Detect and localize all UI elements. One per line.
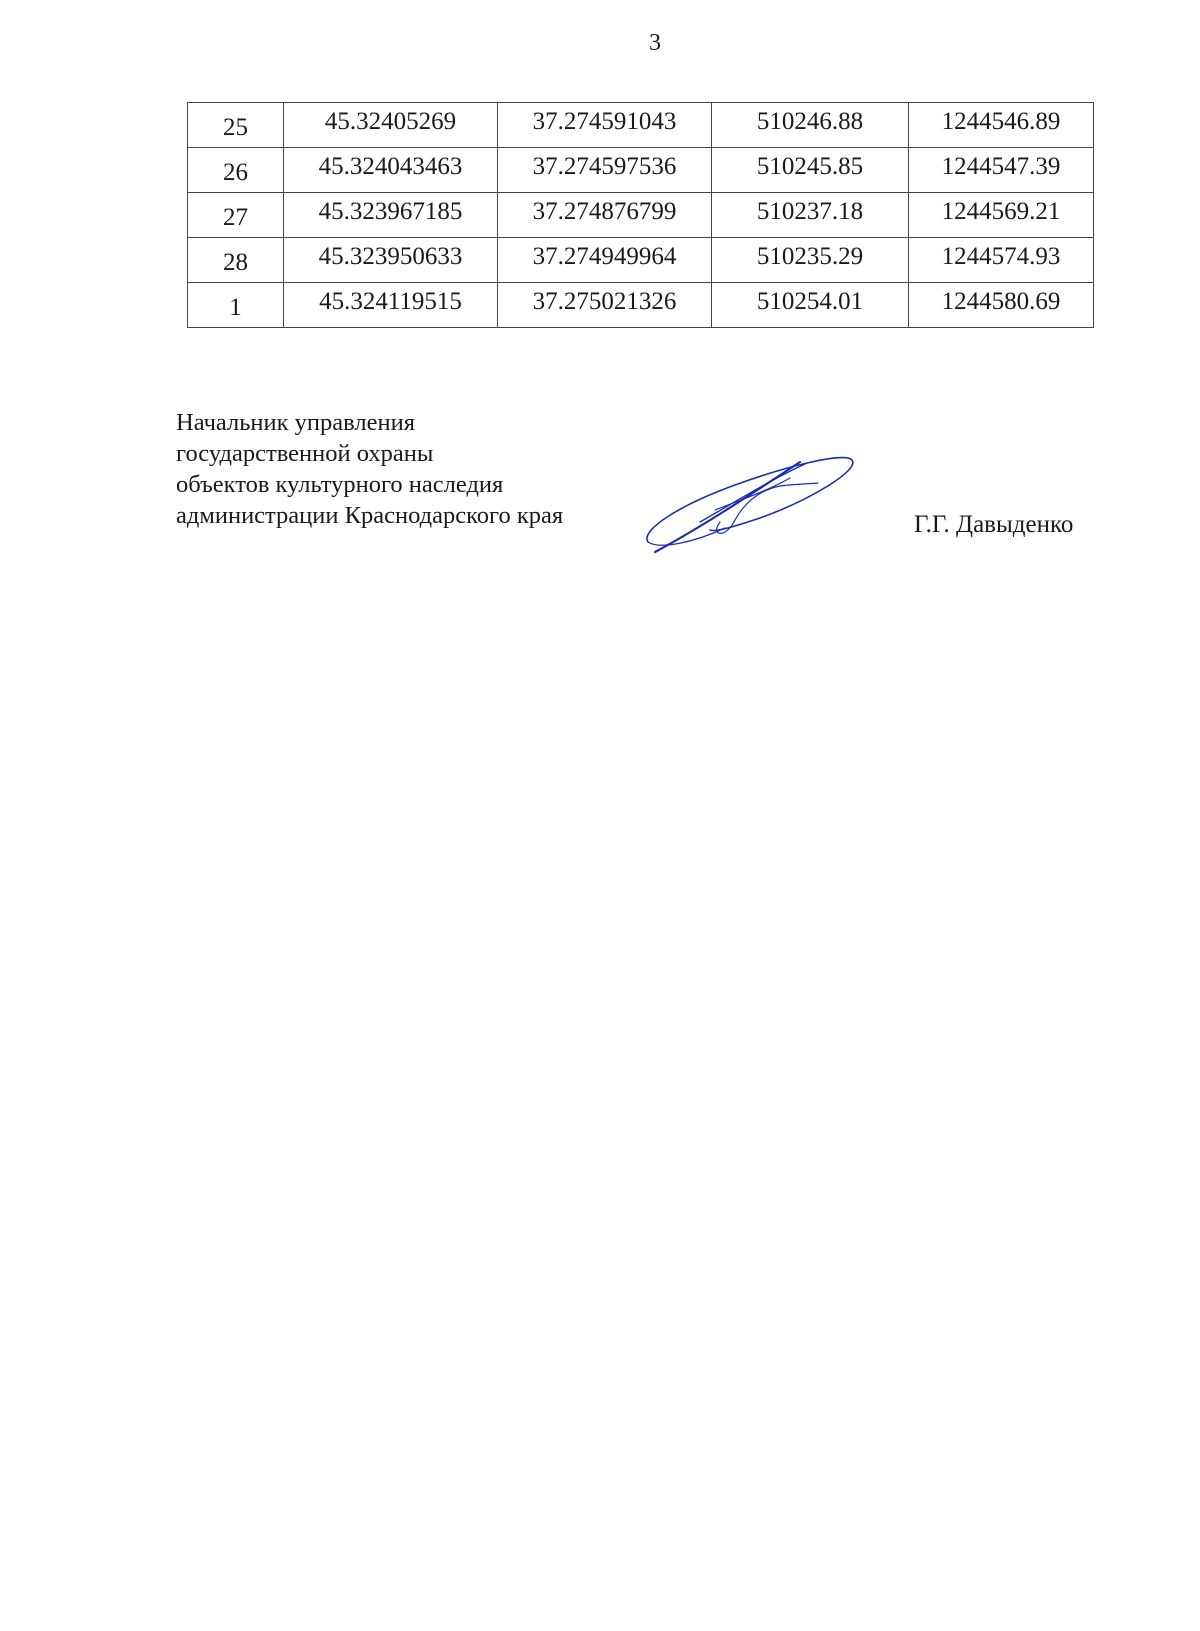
latitude-cell: 45.324043463 <box>284 148 498 193</box>
x-coordinate-cell: 510246.88 <box>712 103 909 148</box>
signature-stroke <box>717 483 818 533</box>
signatory-title-line: объектов культурного наследия <box>176 471 504 498</box>
coordinates-table <box>187 102 1094 328</box>
x-coordinate-cell: 510254.01 <box>712 283 909 328</box>
signer-name: Г.Г. Давыденко <box>914 511 1074 538</box>
handwritten-signature <box>640 450 880 570</box>
point-number-cell: 27 <box>188 193 284 238</box>
longitude-cell: 37.275021326 <box>498 283 712 328</box>
signatory-title-line: Начальник управления <box>176 409 415 436</box>
table-row <box>188 283 1094 328</box>
point-number-cell: 1 <box>188 283 284 328</box>
signatory-title <box>176 407 563 531</box>
y-coordinate-cell: 1244574.93 <box>909 238 1094 283</box>
table-row <box>188 238 1094 283</box>
signature-stroke <box>655 462 800 552</box>
longitude-cell: 37.274591043 <box>498 103 712 148</box>
table-row <box>188 193 1094 238</box>
table-row <box>188 148 1094 193</box>
y-coordinate-cell: 1244569.21 <box>909 193 1094 238</box>
signature-stroke <box>647 458 853 542</box>
signatory-title-line: государственной охраны <box>176 440 434 467</box>
point-number-cell: 25 <box>188 103 284 148</box>
page-number: 3 <box>649 30 661 56</box>
latitude-cell: 45.323950633 <box>284 238 498 283</box>
x-coordinate-cell: 510235.29 <box>712 238 909 283</box>
longitude-cell: 37.274597536 <box>498 148 712 193</box>
latitude-cell: 45.323967185 <box>284 193 498 238</box>
y-coordinate-cell: 1244546.89 <box>909 103 1094 148</box>
latitude-cell: 45.32405269 <box>284 103 498 148</box>
point-number-cell: 28 <box>188 238 284 283</box>
latitude-cell: 45.324119515 <box>284 283 498 328</box>
x-coordinate-cell: 510245.85 <box>712 148 909 193</box>
longitude-cell: 37.274949964 <box>498 238 712 283</box>
y-coordinate-cell: 1244580.69 <box>909 283 1094 328</box>
point-number-cell: 26 <box>188 148 284 193</box>
signatory-title-line: администрации Краснодарского края <box>176 502 564 529</box>
longitude-cell: 37.274876799 <box>498 193 712 238</box>
x-coordinate-cell: 510237.18 <box>712 193 909 238</box>
table-row <box>188 103 1094 148</box>
y-coordinate-cell: 1244547.39 <box>909 148 1094 193</box>
